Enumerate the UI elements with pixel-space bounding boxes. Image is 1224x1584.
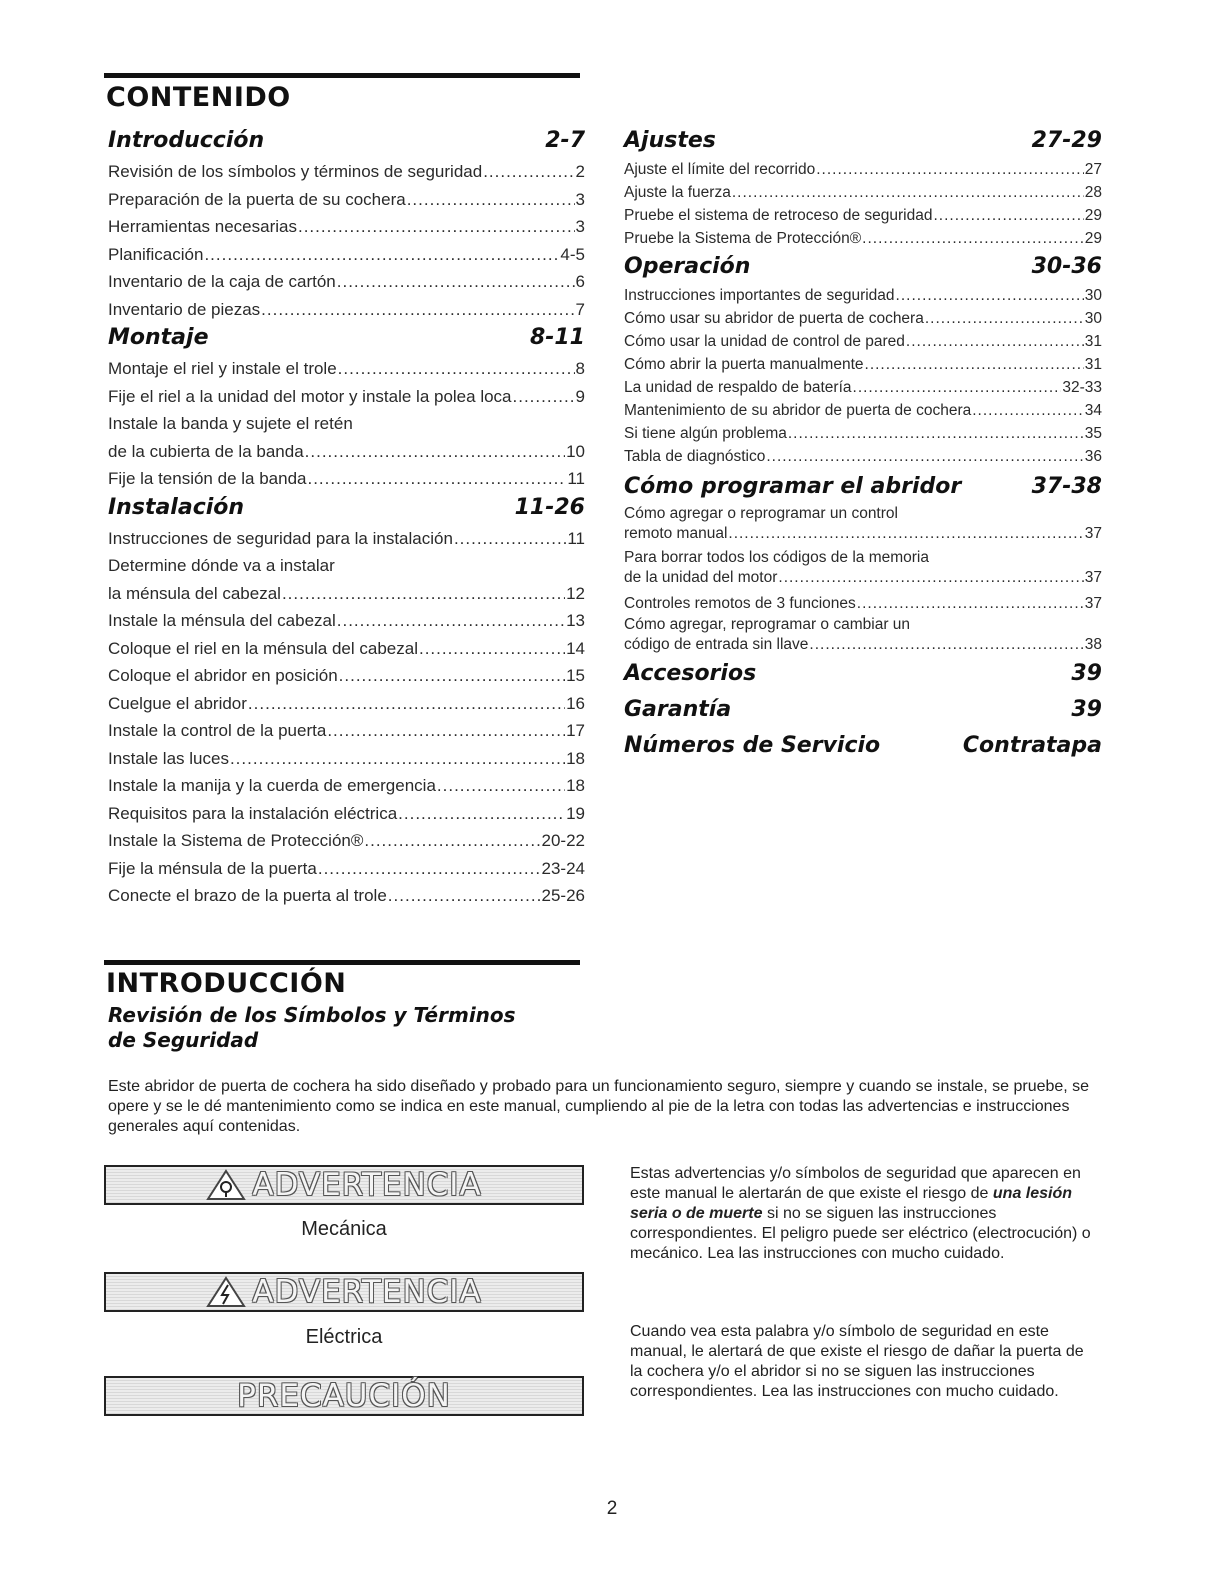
page-number: 2 [606,1498,618,1519]
toc-entry-line: Determine dónde va a instalar [108,556,335,575]
toc-entry[interactable] [108,241,585,269]
toc-entry-title: Cómo abrir la puerta manualmente [624,356,864,373]
toc-entry-title: Preparación de la puerta de su cochera [108,189,406,209]
toc-entry-page: 2 [575,162,585,181]
toc-entry[interactable] [624,284,1102,307]
toc-entry[interactable] [108,186,585,214]
dot-leader [766,445,1083,468]
toc-entry-page: 28 [1084,184,1102,201]
toc-entry[interactable] [108,717,585,745]
toc-section-title: Números de Servicio [624,733,881,758]
toc-entry-page: 38 [1084,636,1102,653]
intro-subheading [108,1003,516,1053]
toc-entry[interactable] [624,376,1102,399]
toc-entry-line: Cómo agregar, reprogramar o cambiar un [624,616,911,633]
toc-section-title: Garantía [624,697,732,722]
toc-entry-page: 19 [566,803,585,823]
toc-entry-title: Mantenimiento de su abridor de puerta de cochera [624,402,972,419]
dot-leader [298,213,575,241]
dot-leader [338,355,575,383]
caution-description: Cuando vea esta palabra y/o símbolo de seguridad en este manual, le alertará de que existe el riesgo de dañar la puerta de la cochera y/o el abridor si no se siguen las instrucciones correspondientes. Lea las instrucciones con mucho cuidado. [630,1323,1084,1400]
toc-section-heading[interactable] [624,254,1102,284]
toc-section-title: Ajustes [624,128,716,153]
toc-entry-page: 36 [1084,448,1102,465]
dot-leader [337,607,565,635]
dot-leader [853,376,1062,399]
toc-entry-page: 4-5 [560,244,585,264]
toc-entry-title: Ajuste la fuerza [624,184,731,201]
dot-leader [513,383,575,411]
dot-leader [728,524,1083,544]
dot-leader [732,181,1084,204]
toc-entry[interactable] [108,800,585,828]
toc-section-pages: 27-29 [1031,128,1102,153]
toc-entry-title: Si tiene algún problema [624,425,787,442]
dot-leader [305,438,565,466]
warning-caption-electrical: Eléctrica [305,1326,383,1348]
dot-leader [261,296,574,324]
toc-entry-title: Planificación [108,244,204,264]
toc-entry-title: Fije la ménsula de la puerta [108,858,317,878]
toc-entry-line: Instale la banda y sujete el retén [108,414,353,433]
dot-leader [388,882,541,910]
toc-entry-title: Instale la ménsula del cabezal [108,611,336,630]
toc-section-pages: 8-11 [529,325,585,350]
toc-entry-page: 12 [566,583,585,603]
dot-leader [318,855,541,883]
toc-entry-page: 3 [575,217,585,236]
toc-entry-title: Fije el riel a la unidad del motor y instale la polea loca [108,386,512,406]
dot-leader [483,158,574,186]
toc-entry-title: de la cubierta de la banda [108,441,304,461]
warning-caption-mechanical: Mecánica [301,1218,387,1240]
toc-left-column [108,128,585,910]
toc-entry[interactable] [108,213,585,241]
caution-banner-label: PRECAUCIÓN [237,1378,451,1414]
toc-entry-title: Instale la manija y la cuerda de emergencia [108,776,436,795]
toc-entry-page: 29 [1084,230,1102,247]
toc-section-title: Accesorios [624,661,757,686]
toc-entry-title: Revisión de los símbolos y términos de seguridad [108,162,483,181]
toc-section-heading[interactable] [108,495,585,525]
toc-entry-title: Cómo usar su abridor de puerta de cochera [624,310,924,327]
toc-entry[interactable] [108,580,585,608]
contents-heading: CONTENIDO [106,82,291,113]
toc-section-heading[interactable] [624,661,1102,697]
toc-entry-page: 9 [575,386,585,406]
toc-entry[interactable] [108,296,585,324]
dot-leader [778,568,1083,588]
toc-section-heading[interactable] [624,697,1102,733]
toc-entry-title: Instale la control de la puerta [108,721,327,740]
toc-entry-page: 18 [566,776,585,795]
toc-section-pages: 39 [1071,661,1102,686]
dot-leader [857,592,1084,615]
toc-right-column [624,128,1102,769]
dot-leader [925,307,1084,330]
toc-entry-page: 25-26 [541,886,585,905]
toc-entry-page: 30 [1084,310,1102,327]
warning-banner-label: ADVERTENCIA [252,1167,482,1203]
dot-leader [248,690,565,718]
toc-entry-title: Herramientas necesarias [108,217,297,236]
toc-entry[interactable] [624,524,1102,544]
toc-entry-title: remoto manual [624,525,728,542]
toc-section-heading[interactable] [624,128,1102,158]
toc-entry[interactable] [624,568,1102,588]
toc-entry[interactable] [108,158,585,186]
toc-entry[interactable] [624,592,1102,615]
toc-entry-title: Instrucciones importantes de seguridad [624,287,895,304]
toc-entry[interactable] [108,827,585,855]
toc-section-pages: 30-36 [1031,254,1102,279]
toc-entry-title: Fije la tensión de la banda [108,469,307,488]
toc-entry[interactable] [108,635,585,663]
toc-entry-title: Inventario de la caja de cartón [108,272,336,291]
toc-entry[interactable] [624,181,1102,204]
toc-entry-page: 32-33 [1062,379,1102,396]
toc-entry[interactable] [624,204,1102,227]
toc-entry-page: 30 [1084,287,1102,304]
toc-entry-page: 11 [567,469,585,488]
toc-entry-title: Requisitos para la instalación eléctrica [108,803,398,823]
dot-leader [862,227,1084,250]
electric-warning-icon [206,1276,246,1308]
toc-entry-page: 13 [566,611,585,630]
toc-entry-page: 16 [566,693,585,713]
toc-entry-page: 8 [575,359,585,378]
dot-leader [419,635,565,663]
toc-entry[interactable] [108,438,585,466]
dot-leader [282,580,565,608]
toc-entry-page: 6 [575,272,585,291]
toc-entry-title: Instale las luces [108,748,229,768]
dot-leader [398,800,565,828]
warning-description: Estas advertencias y/o símbolos de seguridad que aparecen en este manual le alertarán de que existe el riesgo de una lesión seria o de muerte si no se siguen las instrucciones correspondientes. El peligro puede ser eléctrico (electrocución) o mecánico. Lea las instrucciones con mucho cuidado. [630,1165,1091,1262]
toc-entry-line: Para borrar todos los códigos de la memoria [624,549,929,566]
toc-entry-page: 15 [566,666,585,685]
toc-entry-title: Montaje el riel y instale el trole [108,359,337,378]
toc-section-heading[interactable] [108,325,585,355]
toc-entry-page: 7 [575,299,585,319]
dot-leader [337,268,575,296]
dot-leader [906,330,1084,353]
toc-section-title: Montaje [108,325,209,350]
toc-entry-title: La unidad de respaldo de batería [624,379,852,396]
intro-subheading-line1: Revisión de los Símbolos y Términos [108,1003,516,1027]
toc-entry-page: 29 [1084,207,1102,224]
dot-leader [896,284,1084,307]
toc-entry-page: 37 [1084,569,1102,586]
dot-leader [933,204,1083,227]
toc-section-title: Introducción [108,128,265,153]
toc-entry-page: 37 [1084,595,1102,612]
toc-entry-page: 31 [1084,333,1102,350]
dot-leader [364,827,540,855]
toc-entry-title: código de entrada sin llave [624,636,809,653]
toc-entry-title: Conecte el brazo de la puerta al trole [108,886,387,905]
toc-section-pages: 11-26 [514,494,585,520]
toc-entry[interactable] [108,772,585,800]
dot-leader [307,465,566,493]
toc-entry-page: 23-24 [541,858,585,878]
toc-entry[interactable] [108,383,585,411]
toc-entry[interactable] [624,227,1102,250]
dot-leader [327,717,565,745]
toc-entry[interactable] [108,465,585,493]
dot-leader [809,635,1083,655]
toc-entry-page: 18 [566,748,585,768]
toc-entry-title: Tabla de diagnóstico [624,448,766,465]
toc-entry[interactable] [108,882,585,910]
dot-leader [230,745,565,773]
toc-entry-page: 37 [1084,525,1102,542]
toc-entry-page: 27 [1084,161,1102,178]
warning-triangle-icon [206,1169,246,1201]
toc-section-title: Instalación [108,494,245,520]
toc-entry[interactable] [108,855,585,883]
toc-entry[interactable] [108,745,585,773]
dot-leader [788,422,1084,445]
toc-section-title: Operación [624,254,751,279]
warning-emphasis: una lesión seria o de muerte [630,1185,1073,1222]
warning-banner-label: ADVERTENCIA [252,1274,482,1310]
toc-entry-page: 11 [567,528,585,548]
toc-entry-title: Coloque el riel en la ménsula del cabezal [108,638,418,658]
intro-subheading-line2: de Seguridad [108,1028,259,1052]
toc-entry[interactable] [108,355,585,383]
dot-leader [972,399,1084,422]
toc-entry[interactable] [108,690,585,718]
dot-leader [407,186,575,214]
toc-entry-title: Pruebe el sistema de retroceso de seguridad [624,207,933,224]
toc-entry[interactable] [108,268,585,296]
toc-section-title: Cómo programar el abridor [624,474,962,499]
toc-entry-title: Instale la Sistema de Protección® [108,831,364,850]
toc-entry-page: 34 [1084,402,1102,419]
toc-entry-title: Cómo usar la unidad de control de pared [624,333,905,350]
toc-entry[interactable] [108,607,585,635]
warning-banner-mechanical [104,1165,584,1205]
toc-entry[interactable] [624,158,1102,181]
dot-leader [454,525,566,553]
toc-section-pages: 2-7 [545,128,585,153]
dot-leader [204,241,559,269]
toc-section-heading[interactable] [108,128,585,158]
dot-leader [865,353,1084,376]
toc-entry-page: 10 [566,441,585,461]
toc-entry-page: 31 [1084,356,1102,373]
warning-banner-electrical [104,1272,584,1312]
toc-entry-title: Controles remotos de 3 funciones [624,595,856,612]
toc-entry[interactable] [624,353,1102,376]
toc-section-heading[interactable] [624,474,1102,504]
toc-entry-title: de la unidad del motor [624,569,778,586]
toc-entry-title: Instrucciones de seguridad para la instalación [108,528,453,548]
toc-entry-page: 20-22 [541,831,585,850]
toc-entry-line: Cómo agregar o reprogramar un control [624,505,898,522]
toc-entry-page: 14 [566,638,585,658]
intro-top-rule [104,960,580,965]
toc-entry[interactable] [624,422,1102,445]
dot-leader [339,662,565,690]
toc-section-pages: 39 [1071,697,1102,722]
toc-entry-title: Coloque el abridor en posición [108,666,338,685]
toc-entry[interactable] [624,445,1102,468]
intro-heading: INTRODUCCIÓN [106,968,347,999]
intro-paragraph: Este abridor de puerta de cochera ha sido diseñado y probado para un funcionamiento seguro, siempre y cuando se instale, se pruebe, se opere y se le dé mantenimiento como se indica en este manual, cumpliendo al pie de la letra con todas las advertencias e instrucciones generales aquí contenidas. [108,1078,1090,1135]
toc-section-pages: Contratapa [962,733,1102,758]
dot-leader [437,772,565,800]
toc-section-pages: 37-38 [1031,474,1102,499]
toc-entry-page: 17 [566,721,585,740]
toc-entry[interactable] [108,525,585,553]
toc-entry-title: Cuelgue el abridor [108,693,247,713]
toc-entry[interactable] [624,399,1102,422]
toc-entry[interactable] [624,307,1102,330]
contents-top-rule [104,73,580,78]
dot-leader [816,158,1084,181]
toc-entry[interactable] [624,635,1102,655]
toc-entry-title: la ménsula del cabezal [108,583,281,603]
toc-entry-title: Ajuste el límite del recorrido [624,161,816,178]
toc-entry-page: 3 [575,189,585,209]
toc-entry-title: Pruebe la Sistema de Protección® [624,230,862,247]
toc-section-heading[interactable] [624,733,1102,769]
caution-banner [104,1376,584,1416]
toc-entry[interactable] [108,662,585,690]
toc-entry[interactable] [624,330,1102,353]
toc-entry-title: Inventario de piezas [108,299,261,319]
toc-entry-page: 35 [1084,425,1102,442]
